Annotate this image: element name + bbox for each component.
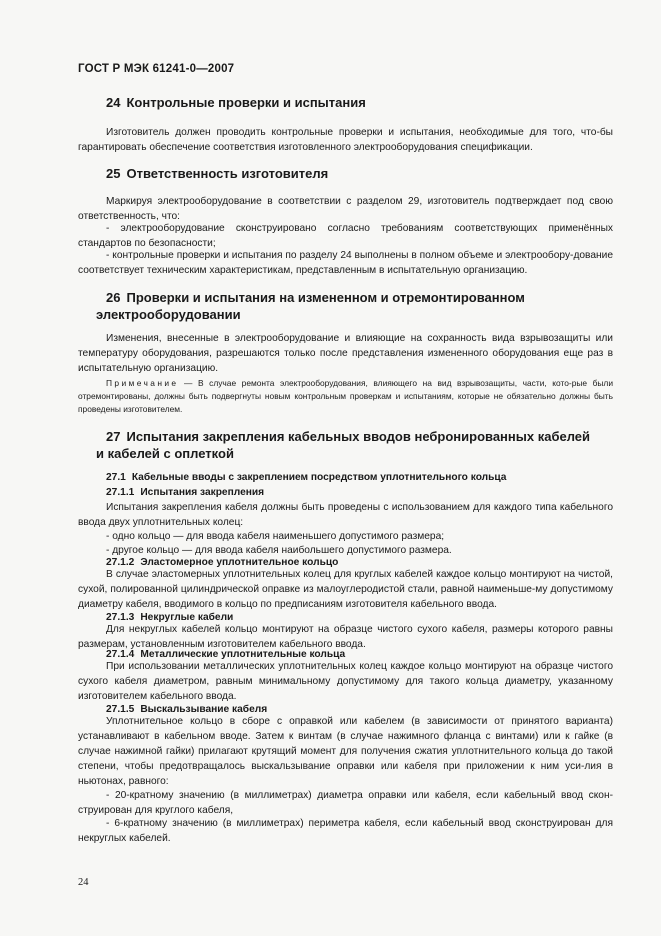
subsection-27-1-4-paragraph: При использовании металлических уплотнительных колец каждое кольцо монтируют на образце чистого сухого кабеля диаметром, равным минимальному допустимому для такого кольца диаметру, указанному изготовителем кабельного ввода. [78,661,613,702]
section-24-paragraph: Изготовитель должен проводить контрольные проверки и испытания, необходимые для того, что-бы гарантировать обеспечение соответствия изготовленного электрооборудования спецификации. [78,127,613,153]
section-25-heading [78,165,613,182]
subsection-27-1-2-paragraph: В случае эластомерных уплотнительных колец для круглых кабелей каждое кольцо монтируют на чистой, сухой, полированной цилиндрической оправке из малоуглеродистой стали, равной наименьше-му допустимому диаметру кабеля, вводимого в кольцо по предписаниям изготовителя кабельного ввода. [78,569,613,610]
section-number: 24 [106,95,121,110]
section-25-list-item-2: - контрольные проверки и испытания по разделу 24 выполнены в полном объеме и электрообору-дование соответствует техническим характеристикам, представленным в испытательную организацию. [78,250,613,276]
document-header: ГОСТ Р МЭК 61241-0—2007 [78,63,235,75]
section-27-heading [78,428,613,462]
section-number: 27 [106,429,121,444]
section-title: Контрольные проверки и испытания [126,95,366,110]
subsection-27-1-5-list-item-2: - 6-кратному значению (в миллиметрах) периметра кабеля, если кабельный ввод сконструирован для некруглых кабелей. [78,818,613,844]
subsection-27-1-5-heading: 27.1.5 Выскальзывание кабеля [106,704,268,715]
note-label: Примечание [106,378,179,388]
subsection-27-1-3-paragraph: Для некруглых кабелей кольцо монтируют на образце чистого сухого кабеля, размеры которого равны размерам, установленным изготовителем кабельного ввода. [78,624,613,650]
subsection-27-1-5-paragraph: Уплотнительное кольцо в сборе с оправкой или кабелем (в зависимости от принятого варианта) устанавливают в кабельном вводе. Затем к винтам (в случае нажимного фланца с винтами) или к гайке (в случае нажимной гайки) прилагают крутящий момент для получения сжатия уплотнительного кольца до такой степени, чтобы предотвращалось выскальзывание оправки или кабеля при приложении к ним уси-лия в ньютонах, равного: [78,716,613,787]
section-26-note [78,377,613,416]
subsection-27-1-4-heading: 27.1.4 Металлические уплотнительные кольца [106,649,346,660]
section-title: Ответственность изготовителя [126,166,329,181]
subsection-27-1-1-list-item-1: - одно кольцо — для ввода кабеля наименьшего допустимого размера; [106,531,445,542]
section-25-paragraph: Маркируя электрооборудование в соответствии с разделом 29, изготовитель подтверждает под свою ответственность, что: [78,196,613,222]
page-number: 24 [78,877,89,888]
section-26-paragraph: Изменения, внесенные в электрооборудование и влияющие на сохранность вида взрывозащиты или температуру оборудования, разрешаются только после представления измененного оборудования еще раз в испытательную организацию. [78,333,613,374]
section-title-line-1: Испытания закрепления кабельных вводов небронированных кабелей [126,429,591,444]
section-24-heading [78,94,613,111]
subsection-27-1-1-paragraph: Испытания закрепления кабеля должны быть проведены с использованием для каждого типа кабельного ввода двух уплотнительных колец: [78,502,613,528]
subsection-27-1-1-list-item-2: - другое кольцо — для ввода кабеля наибольшего допустимого размера. [106,545,452,556]
subsection-27-1-3-heading: 27.1.3 Некруглые кабели [106,612,234,623]
section-title-line-2: и кабелей с оплеткой [96,446,234,461]
section-title-line-2: электрооборудовании [96,307,241,322]
section-25-list-item-1: - электрооборудование сконструировано согласно требованиям соответствующих применённых стандартов по безопасности; [78,223,613,249]
subsection-27-1-1-heading: 27.1.1 Испытания закрепления [106,487,265,498]
subsection-27-1-5-list-item-1: - 20-кратному значению (в миллиметрах) диаметра оправки или кабеля, если кабельный ввод скон-струирован для круглого кабеля, [78,790,613,816]
subsection-27-1-2-heading: 27.1.2 Эластомерное уплотнительное кольцо [106,557,339,568]
subsection-27-1-heading: 27.1 Кабельные вводы с закреплением посредством уплотнительного кольца [106,472,507,483]
section-number: 26 [106,290,121,305]
section-26-heading [78,289,613,323]
section-title-line-1: Проверки и испытания на измененном и отремонтированном [126,290,525,305]
note-text: — В случае ремонта электрооборудования, влияющего на вид взрывозащиты, части, кото-рые были отремонтированы, должны быть подвергнуты новым контрольным проверкам и испытаниям, которые не обязательно должны быть проведены изготовителем. [78,378,613,414]
section-number: 25 [106,166,121,181]
